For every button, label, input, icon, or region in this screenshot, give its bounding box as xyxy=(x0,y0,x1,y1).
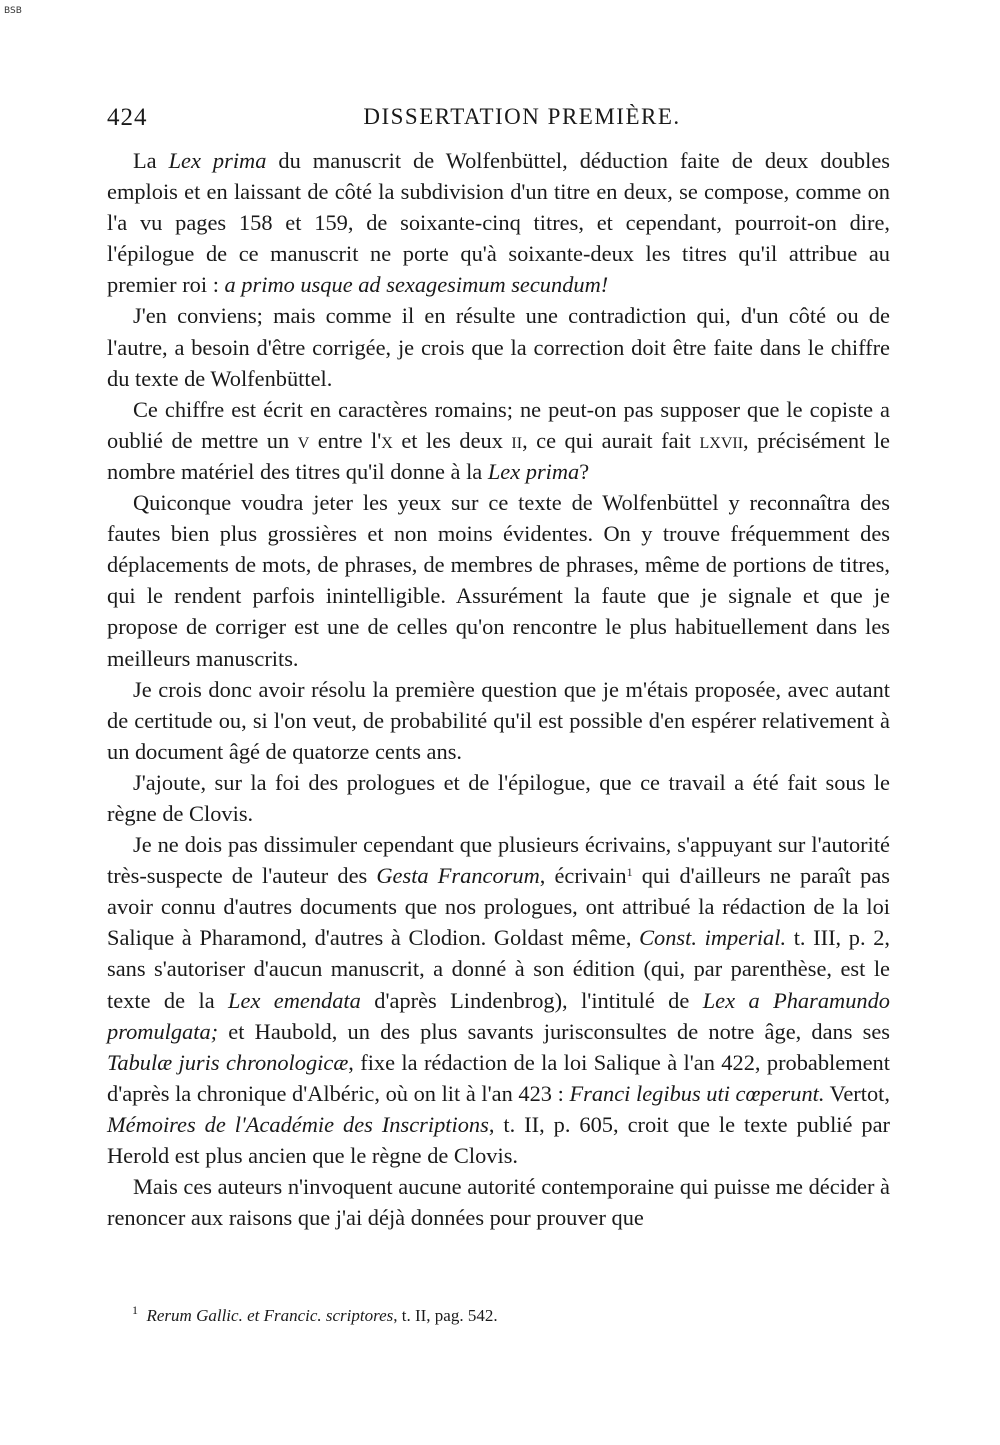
text-run: Je crois donc avoir résolu la première question que je m'étais proposée, avec autant de certitude ou, si l'on veut, de probabilité qu'il est possible d'en espérer relativement à un document âgé de quatorze cents ans. xyxy=(107,676,890,764)
italic-run: Franci legibus uti cœperunt. xyxy=(569,1080,825,1106)
text-run: Vertot, xyxy=(824,1080,890,1106)
italic-run: Tabulæ juris chronologicæ xyxy=(107,1049,349,1075)
footnote-text: , t. II, pag. 542. xyxy=(393,1306,498,1325)
italic-run: Lex prima xyxy=(168,148,267,173)
footnote xyxy=(132,1303,832,1326)
text-run: , ce qui aurait fait xyxy=(522,427,700,453)
paragraph-7 xyxy=(107,829,890,1171)
text-run: du manuscrit de Wolfenbüttel, déduction faite de deux doubles emplois et en laissant de côté la subdivision d'un titre en deux, se compose, comme on l'a vu pages 158 et 159, de soixante-cinq titres, et cependant, pourroit-on dire, l'épilogue de ce manuscrit ne porte qu'à soixante-deux les titres qu'il attribue au premier roi : xyxy=(107,148,891,298)
body-text xyxy=(107,145,890,1233)
paragraph-2 xyxy=(107,300,890,393)
text-run: et les deux xyxy=(392,427,512,453)
running-title: DISSERTATION PREMIÈRE. xyxy=(363,104,681,129)
paragraph-1 xyxy=(107,145,890,300)
italic-run: a primo usque ad sexagesimum secundum! xyxy=(224,272,609,298)
text-run: , fixe la rédaction de la loi Salique à l'an 422, probablement d'après la chronique d'Albéric, où on lit à l'an 423 : xyxy=(107,1049,890,1106)
library-watermark: BSB xyxy=(4,6,22,16)
footnote-marker: 1 xyxy=(132,1303,138,1317)
italic-run: Gesta Francorum xyxy=(376,863,540,889)
text-run: J'ajoute, sur la foi des prologues et de l'épilogue, que ce travail a été fait sous le règne de Clovis. xyxy=(107,769,890,826)
text-run: t. III, p. 2, sans s'autoriser d'aucun manuscrit, a donné à son édition (qui, par parenthèse, est le texte de la xyxy=(107,925,890,1013)
italic-run: Const. imperial. xyxy=(639,925,787,951)
text-run: Mais ces auteurs n'invoquent aucune autorité contemporaine qui puisse me décider à renoncer aux raisons que j'ai déjà données pour prouver que xyxy=(107,1174,890,1231)
text-run: La xyxy=(133,148,169,173)
text-run: , t. II, p. 605, croit que le texte publié par Herold est plus ancien que le règne de Clovis. xyxy=(107,1111,891,1168)
text-run: , précisément le nombre matériel des titres qu'il donne à la xyxy=(107,427,890,484)
roman-numeral: ii xyxy=(511,427,523,453)
footnote-ref[interactable]: 1 xyxy=(626,865,633,880)
text-run: Ce chiffre est écrit en caractères romains; ne peut-on pas supposer que le copiste a oublié de mettre un xyxy=(107,396,890,453)
paragraph-5 xyxy=(107,674,890,767)
roman-numeral: v xyxy=(297,427,310,453)
italic-run: Lex prima xyxy=(487,458,580,484)
paragraph-8 xyxy=(107,1171,890,1233)
paragraph-3 xyxy=(107,394,890,487)
text-run: ? xyxy=(579,458,590,484)
paragraph-4 xyxy=(107,487,890,674)
roman-numeral: lxvii xyxy=(699,427,744,453)
roman-numeral: x xyxy=(381,427,393,453)
italic-run: Lex a Pharamundo promulgata; xyxy=(107,987,890,1044)
paragraph-6 xyxy=(107,767,890,829)
text-run: , écrivain xyxy=(539,863,627,889)
text-run: Je ne dois pas dissimuler cependant que plusieurs écrivains, s'appuyant sur l'autorité très-suspecte de l'auteur des xyxy=(107,832,890,889)
footnote-italic: Rerum Gallic. et Francic. scriptores xyxy=(146,1306,394,1325)
text-run: entre l' xyxy=(309,427,382,453)
italic-run: Mémoires de l'Académie des Inscriptions xyxy=(107,1111,489,1137)
running-head xyxy=(107,104,897,140)
text-run: qui d'ailleurs ne paraît pas avoir connu d'autres documents que nos prologues, ont attribué la rédaction de la loi Salique à Pharamond, d'autres à Clodion. Goldast même, xyxy=(107,863,890,951)
text-run: d'après Lindenbrog), l'intitulé de xyxy=(360,987,703,1013)
italic-run: Lex emendata xyxy=(228,987,361,1013)
text-run: et Haubold, un des plus savants jurisconsultes de notre âge, dans ses xyxy=(218,1018,890,1044)
text-run: J'en conviens; mais comme il en résulte une contradiction qui, d'un côté ou de l'autre, a besoin d'être corrigée, je crois que la correction doit être faite dans le chiffre du texte de Wolfenbüttel. xyxy=(107,303,890,391)
page-number: 424 xyxy=(107,104,148,131)
text-run: Quiconque voudra jeter les yeux sur ce texte de Wolfenbüttel y reconnaîtra des fautes bien plus grossières et non moins évidentes. On y trouve fréquemment des déplacements de mots, de phrases, de membres de phrases, même de portions de titres, qui le rendent parfois inintelligible. Assurément la faute que je signale et que je propose de corriger est une de celles qu'on rencontre le plus habituellement dans les meilleurs manuscrits. xyxy=(107,490,890,671)
